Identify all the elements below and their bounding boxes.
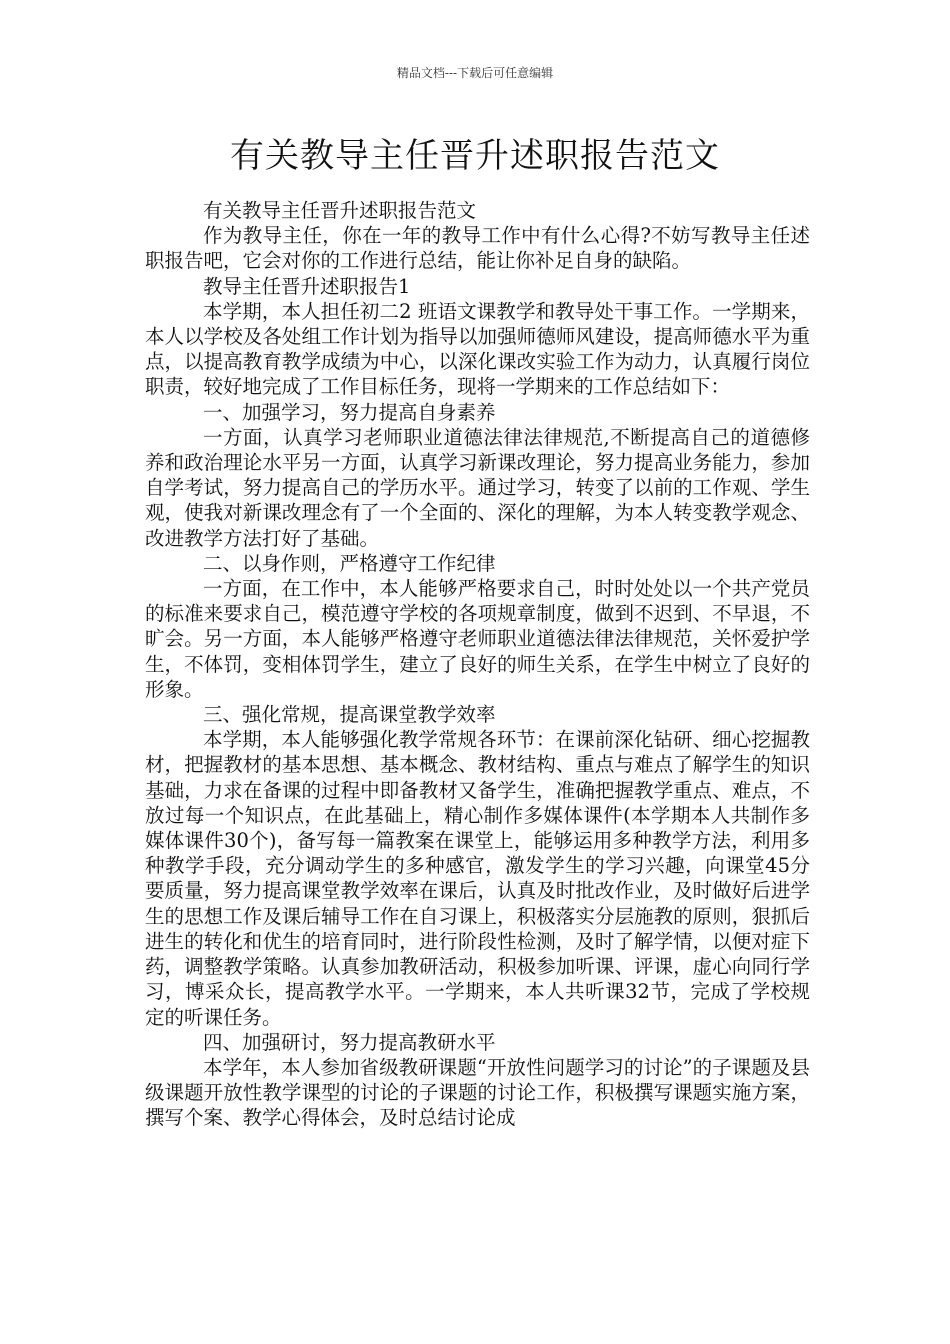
paragraph-report-heading: 教导主任晋升述职报告1 <box>203 274 411 298</box>
paragraph-subtitle: 有关教导主任晋升述职报告范文 <box>203 199 477 222</box>
section-heading-3: 三、强化常规，提高课堂教学效率 <box>203 703 496 727</box>
section-heading-1: 一、加强学习，努力提高自身素养 <box>203 400 496 424</box>
paragraph-overview: 本学期，本人担任初二2 班语文课教学和教导处干事工作。一学期来，本人以学校及各处组工作计划为指导以加强师德师风建设，提高师德水平为重点，以提高教育教学成绩为中心，以深化课改实验工作为动力，认真履行岗位职责，较好地完成了工作目标任务，现将一学期来的工作总结如下： <box>145 299 810 399</box>
paragraph-intro: 作为教导主任，你在一年的教导工作中有什么心得?不妨写教导主任述职报告吧，它会对你的工作进行总结，能让你补足自身的缺陷。 <box>145 224 810 273</box>
section-heading-4: 四、加强研讨，努力提高教研水平 <box>203 1030 496 1054</box>
paragraph-section-3: 本学期，本人能够强化教学常规各环节：在课前深化钻研、细心挖掘教材，把握教材的基本思想、基本概念、教材结构、重点与难点了解学生的知识基础，力求在备课的过程中即备教材又备学生，准确把握教学重点、难点，不放过每一个知识点，在此基础上，精心制作多媒体课件(本学期本人共制作多媒体课件30个)，备写每一篇教案在课堂上，能够运用多种教学方法，利用多种教学手段，充分调动学生的多种感官，激发学生的学习兴趣，向课堂45分要质量，努力提高课堂教学效率在课后，认真及时批改作业，及时做好后进学生的思想工作及课后辅导工作在自习课上，积极落实分层施教的原则，狠抓后进生的转化和优生的培育同时，进行阶段性检测，及时了解学情，以便对症下药，调整教学策略。认真参加教研活动，积极参加听课、评课，虚心向同行学习，博采众长，提高教学水平。一学期来，本人共听课32节，完成了学校规定的听课任务。 <box>145 728 810 1029</box>
section-heading-2: 二、以身作则，严格遵守工作纪律 <box>203 551 496 575</box>
paragraph-section-2: 一方面，在工作中，本人能够严格要求自己，时时处处以一个共产党员的标准来要求自己，模范遵守学校的各项规章制度，做到不迟到、不早退，不旷会。另一方面，本人能够严格遵守老师职业道德法律法律规范，关怀爱护学生，不体罚，变相体罚学生，建立了良好的师生关系，在学生中树立了良好的形象。 <box>145 577 810 701</box>
document-body <box>145 198 810 1131</box>
header-note: 精品文档---下载后可任意编辑 <box>396 66 554 80</box>
document-title: 有关教导主任晋升述职报告范文 <box>230 136 720 176</box>
paragraph-section-4: 本学年，本人参加省级教研课题“开放性问题学习的讨论”的子课题及县级课题开放性教学课型的讨论的子课题的讨论工作，积极撰写课题实施方案，撰写个案、教学心得体会，及时总结讨论成 <box>145 1055 810 1130</box>
paragraph-section-1: 一方面，认真学习老师职业道德法律法律规范,不断提高自己的道德修养和政治理论水平另一方面，认真学习新课改理论，努力提高业务能力，参加自学考试，努力提高自己的学历水平。通过学习，转变了以前的工作观、学生观，使我对新课改理念有了一个全面的、深化的理解，为本人转变教学观念、改进教学方法打好了基础。 <box>145 425 810 550</box>
